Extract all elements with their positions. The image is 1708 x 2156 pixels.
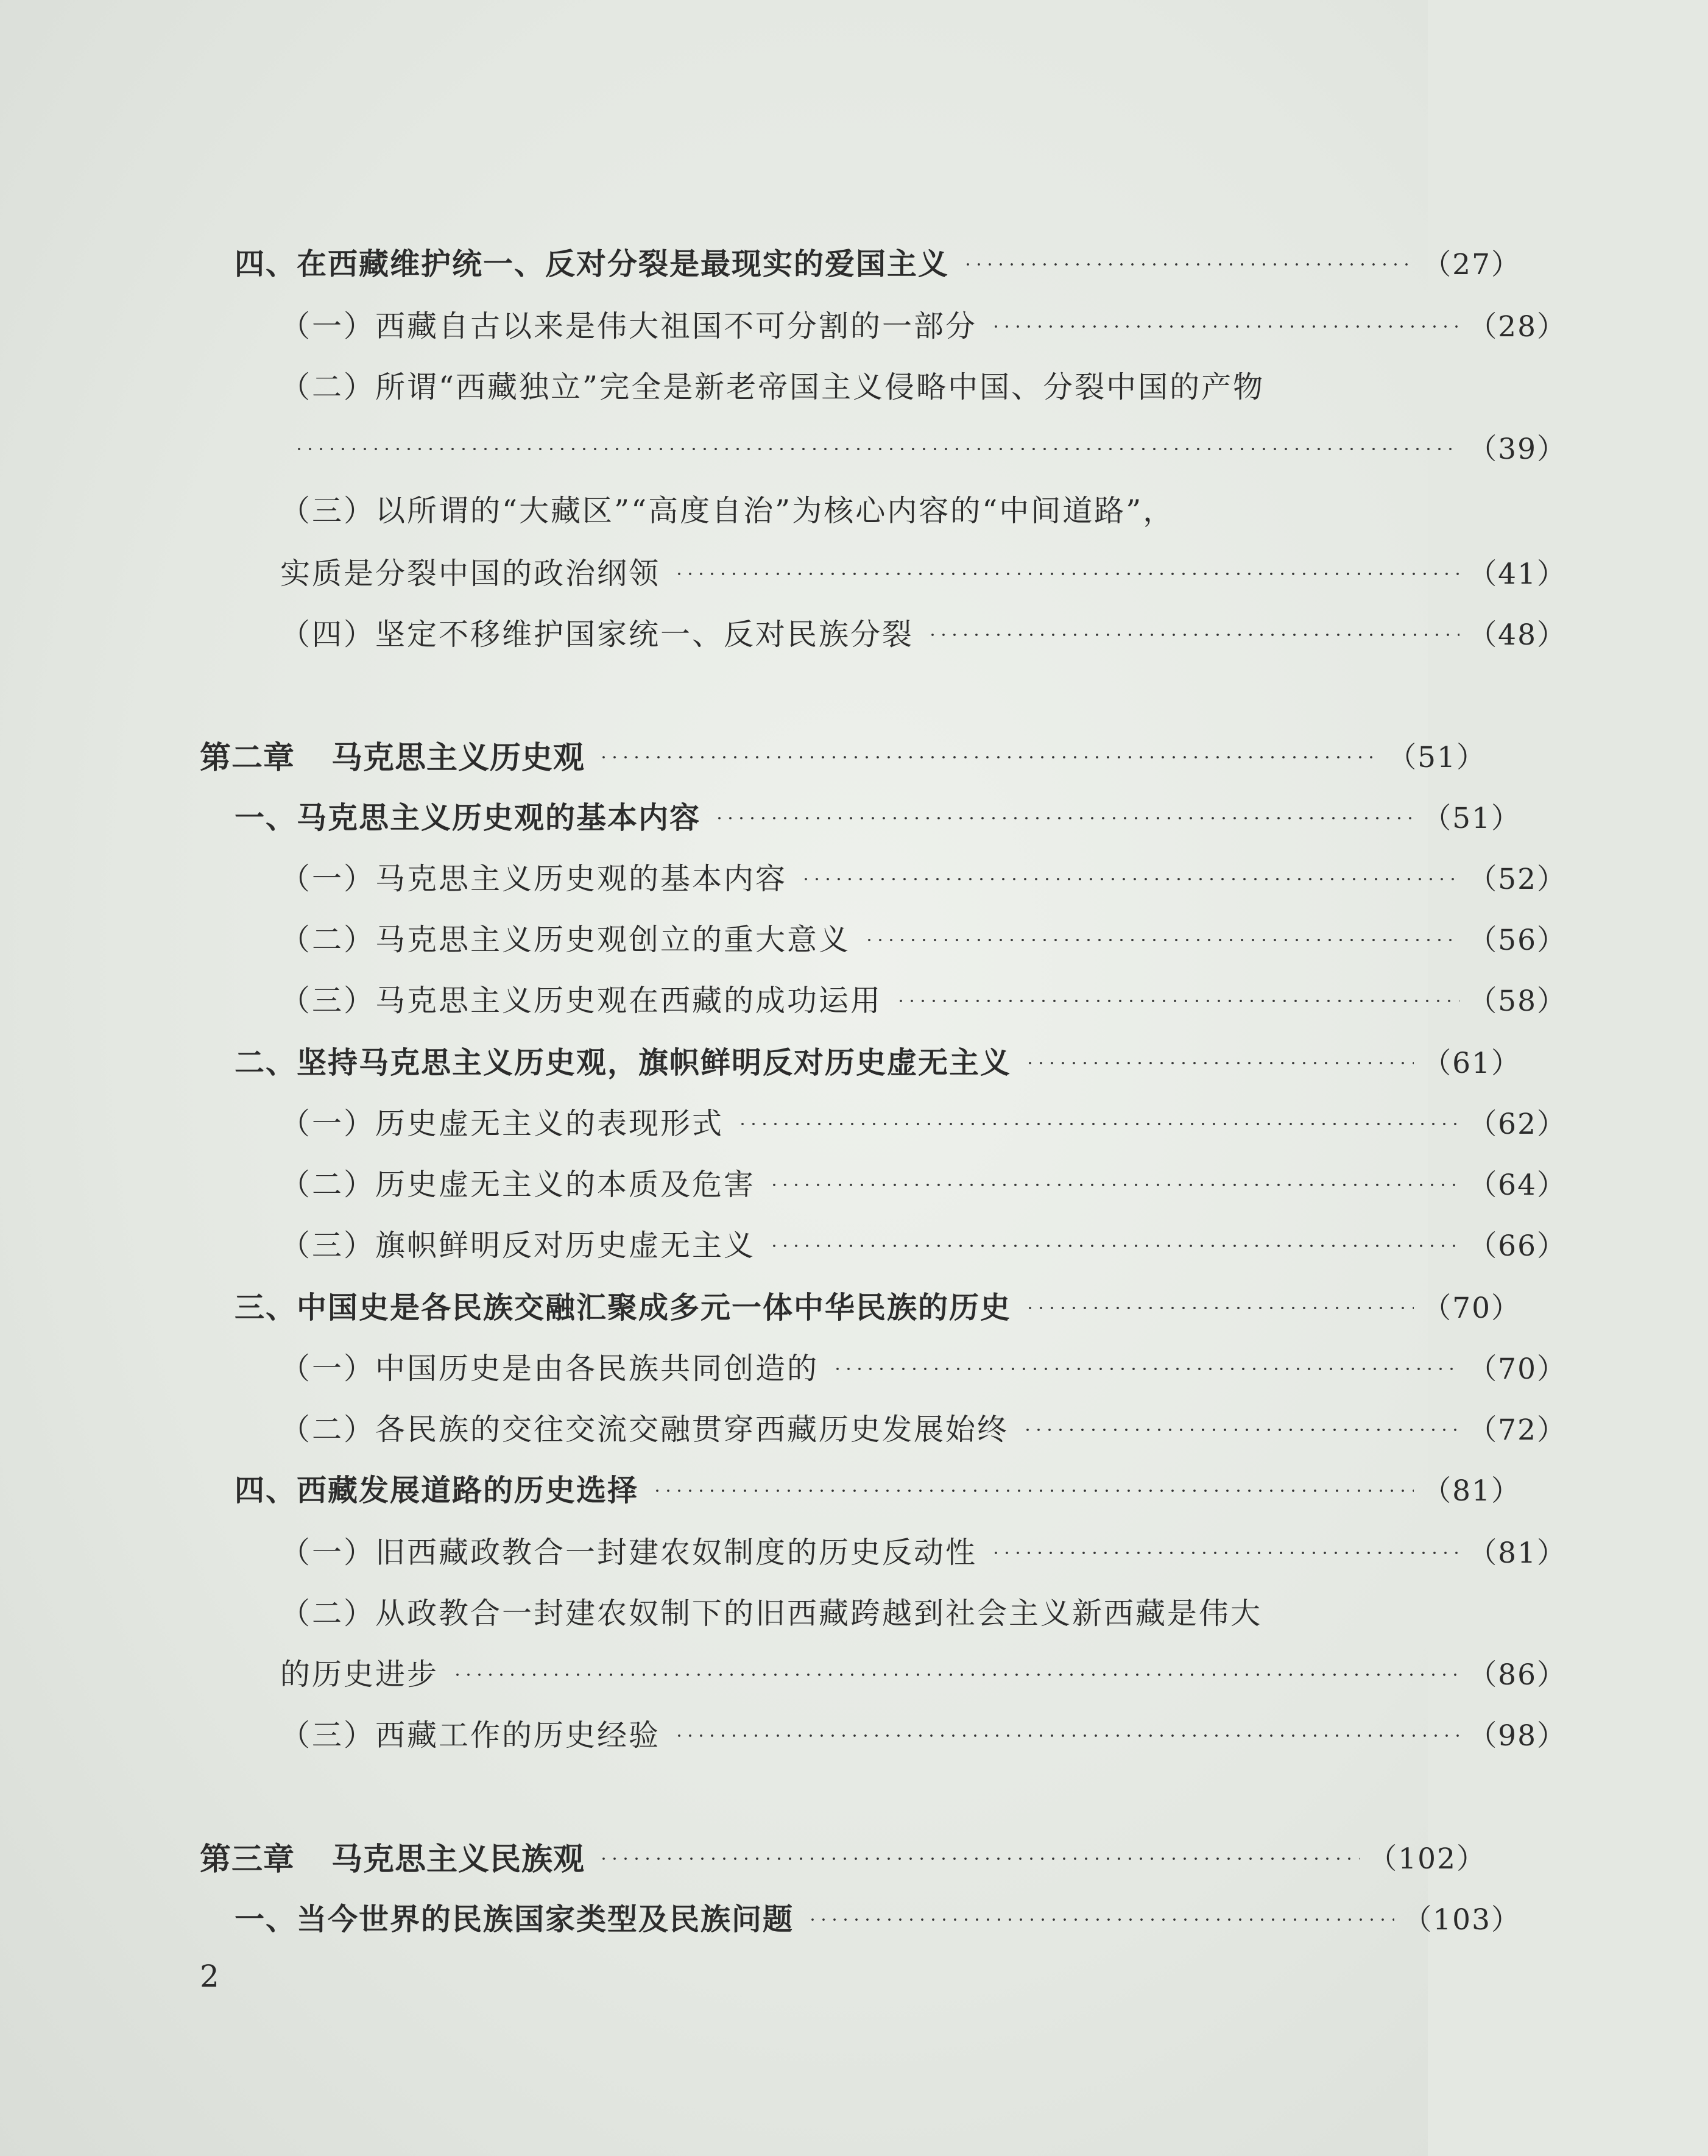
toc-entry-sub bbox=[0, 297, 1708, 352]
toc-page-ref: （70） bbox=[1468, 1352, 1567, 1386]
toc-entry-sub bbox=[0, 1400, 1708, 1455]
leader-dots bbox=[962, 263, 1414, 266]
chapter-number: 第三章 bbox=[200, 1841, 295, 1878]
toc-entry-chap bbox=[0, 727, 1628, 782]
toc-page-ref: （72） bbox=[1468, 1413, 1567, 1447]
toc-entry-sec bbox=[0, 788, 1662, 843]
leader-dots bbox=[1025, 1061, 1414, 1065]
toc-entry-sub bbox=[0, 1094, 1708, 1149]
chapter-title: 马克思主义民族观 bbox=[331, 1841, 585, 1878]
toc-entry-title: （一）西藏自古以来是伟大祖国不可分割的一部分 bbox=[280, 309, 978, 344]
toc-page-ref: （58） bbox=[1468, 984, 1567, 1018]
leader-dots bbox=[895, 999, 1459, 1003]
toc-page-ref: （41） bbox=[1468, 557, 1567, 591]
toc-page-ref: （48） bbox=[1468, 618, 1567, 652]
toc-entry-sec bbox=[0, 1890, 1662, 1945]
toc-entry-title: 四、西藏发展道路的历史选择 bbox=[235, 1472, 639, 1508]
toc-page-ref: （81） bbox=[1422, 1474, 1521, 1508]
page-number: 2 bbox=[200, 1959, 219, 1994]
toc-entry-sub bbox=[0, 910, 1708, 965]
toc-page-ref: （52） bbox=[1468, 862, 1567, 896]
leader-dots bbox=[674, 1734, 1459, 1737]
leader-dots bbox=[674, 572, 1459, 576]
leader-dots bbox=[452, 1673, 1459, 1677]
toc-entry-sub bbox=[0, 971, 1708, 1026]
toc-entry-sub bbox=[0, 1523, 1708, 1578]
toc-entry-chap bbox=[0, 1829, 1628, 1884]
leader-dots bbox=[1025, 1306, 1414, 1310]
toc-page-ref: （64） bbox=[1468, 1168, 1567, 1202]
toc-page-ref: （28） bbox=[1468, 309, 1567, 344]
toc-entry-sub bbox=[0, 849, 1708, 904]
leader-dots bbox=[598, 755, 1379, 759]
toc-entry-title: 三、中国史是各民族交融汇聚成多元一体中华民族的历史 bbox=[235, 1290, 1012, 1325]
toc-entry-sec bbox=[0, 235, 1662, 289]
toc-page-ref: （98） bbox=[1468, 1719, 1567, 1753]
toc-entry-title: （一）中国历史是由各民族共同创造的 bbox=[280, 1351, 819, 1386]
toc-entry-sub bbox=[0, 481, 1708, 536]
toc-entry-sub bbox=[0, 358, 1708, 412]
toc-entry-sec bbox=[0, 1278, 1662, 1333]
leader-dots bbox=[714, 816, 1414, 820]
toc-page-ref: （61） bbox=[1422, 1046, 1521, 1080]
toc-entry-sub bbox=[0, 1706, 1708, 1761]
toc-page-ref: （62） bbox=[1468, 1107, 1567, 1141]
leader-dots bbox=[652, 1489, 1414, 1493]
toc-entry-sec bbox=[0, 1033, 1662, 1088]
toc-entry-title: 一、马克思主义历史观的基本内容 bbox=[235, 800, 701, 835]
toc-entry-title: （三）旗帜鲜明反对历史虚无主义 bbox=[280, 1228, 756, 1263]
toc-entry-title bbox=[200, 732, 585, 777]
toc-entry-title: （二）所谓“西藏独立”完全是新老帝国主义侵略中国、分裂中国的产物 bbox=[280, 370, 1265, 405]
toc-entry-title: （二）各民族的交往交流交融贯穿西藏历史发展始终 bbox=[280, 1412, 1009, 1447]
toc-entry-title: （一）历史虚无主义的表现形式 bbox=[280, 1106, 724, 1141]
leader-dots bbox=[769, 1244, 1459, 1248]
toc-page-ref: （86） bbox=[1468, 1658, 1567, 1692]
chapter-title: 马克思主义历史观 bbox=[331, 740, 585, 776]
toc-entry-title: （三）马克思主义历史观在西藏的成功运用 bbox=[280, 983, 883, 1018]
toc-entry-sub bbox=[0, 1584, 1708, 1639]
toc-page-ref: （81） bbox=[1468, 1536, 1567, 1570]
toc-page-ref: （51） bbox=[1422, 801, 1521, 835]
toc-page-ref: （103） bbox=[1403, 1903, 1521, 1937]
toc-entry-sec bbox=[0, 1461, 1662, 1516]
toc-entry-title: （一）旧西藏政教合一封建农奴制度的历史反动性 bbox=[280, 1535, 978, 1570]
toc-entry-title: 二、坚持马克思主义历史观，旗帜鲜明反对历史虚无主义 bbox=[235, 1045, 1012, 1080]
toc-entry-cont bbox=[0, 1645, 1708, 1700]
leader-dots bbox=[990, 1551, 1459, 1555]
leader-dots bbox=[832, 1367, 1459, 1371]
toc-page-ref: （27） bbox=[1422, 247, 1521, 281]
toc-page-ref: （102） bbox=[1368, 1842, 1486, 1876]
toc-entry-title: （二）从政教合一封建农奴制下的旧西藏跨越到社会主义新西藏是伟大 bbox=[280, 1596, 1263, 1631]
leader-dots bbox=[800, 877, 1459, 881]
leader-dots bbox=[807, 1918, 1394, 1921]
toc-entry-cont bbox=[0, 544, 1708, 599]
toc-entry-title: （三）以所谓的“大藏区”“高度自治”为核心内容的“中间道路”， bbox=[280, 493, 1175, 528]
toc-page-ref: （66） bbox=[1468, 1229, 1567, 1263]
toc-entry-title: （四）坚定不移维护国家统一、反对民族分裂 bbox=[280, 617, 914, 652]
toc-entry-title: （二）历史虚无主义的本质及危害 bbox=[280, 1167, 756, 1202]
toc-entry-title: 实质是分裂中国的政治纲领 bbox=[280, 556, 661, 591]
leader-dots bbox=[294, 447, 1459, 451]
leader-dots bbox=[1022, 1428, 1459, 1432]
leader-dots bbox=[927, 633, 1459, 637]
toc-entry-title: 的历史进步 bbox=[280, 1657, 439, 1692]
toc-entry-title: 四、在西藏维护统一、反对分裂是最现实的爱国主义 bbox=[235, 246, 950, 281]
toc-entry-cont bbox=[0, 419, 1708, 474]
toc-entry-title: 一、当今世界的民族国家类型及民族问题 bbox=[235, 1901, 794, 1937]
toc-entry-title: （三）西藏工作的历史经验 bbox=[280, 1718, 661, 1753]
leader-dots bbox=[864, 938, 1459, 942]
toc-page-ref: （51） bbox=[1388, 740, 1486, 774]
toc-entry-title bbox=[200, 1834, 585, 1879]
leader-dots bbox=[737, 1122, 1459, 1126]
chapter-number: 第二章 bbox=[200, 740, 295, 776]
toc-page-ref: （39） bbox=[1468, 432, 1567, 466]
leader-dots bbox=[598, 1857, 1360, 1861]
toc-entry-sub bbox=[0, 1216, 1708, 1271]
toc-entry-sub bbox=[0, 605, 1708, 660]
toc-page-ref: （70） bbox=[1422, 1291, 1521, 1325]
leader-dots bbox=[990, 325, 1459, 328]
toc-entry-sub bbox=[0, 1155, 1708, 1210]
toc-entry-title: （二）马克思主义历史观创立的重大意义 bbox=[280, 922, 851, 957]
toc-page-ref: （56） bbox=[1468, 923, 1567, 957]
leader-dots bbox=[769, 1183, 1459, 1187]
toc-entry-sub bbox=[0, 1339, 1708, 1394]
toc-entry-title: （一）马克思主义历史观的基本内容 bbox=[280, 861, 788, 896]
